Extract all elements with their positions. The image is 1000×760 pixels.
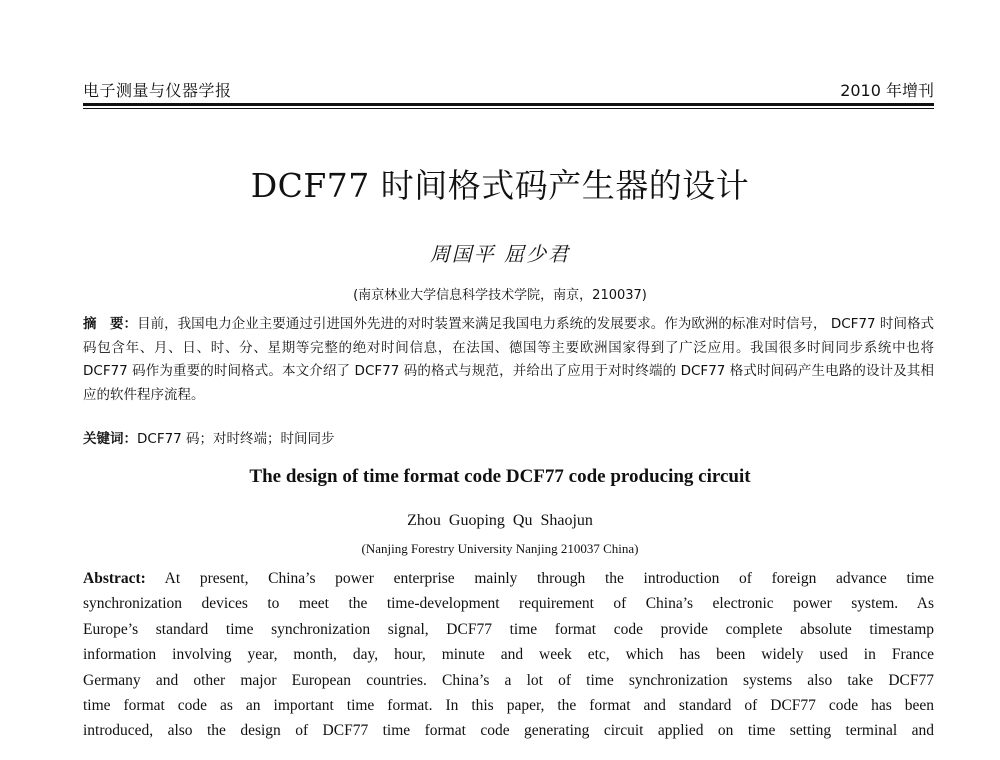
journal-name: 电子测量与仪器学报 bbox=[83, 81, 232, 100]
abstract-english-line: synchronization devices to meet the time-development requirement of China’s electronic power system. As bbox=[83, 595, 934, 613]
affiliation-english: (Nanjing Forestry University Nanjing 210037 China) bbox=[361, 541, 639, 556]
abstract-chinese-label: 摘 要： bbox=[83, 316, 138, 332]
abstract-english-line: information involving year, month, day, hour, minute and week etc, which has been widely used in France bbox=[83, 646, 934, 664]
keywords-chinese-text: DCF77 码；对时终端；时间同步 bbox=[137, 431, 335, 447]
affiliation-chinese: (南京林业大学信息科学技术学院，南京，210037) bbox=[353, 288, 647, 303]
issue-label: 2010 年增刊 bbox=[840, 81, 934, 100]
header-rule-thick bbox=[83, 103, 934, 106]
title-english: The design of time format code DCF77 code producing circuit bbox=[249, 466, 751, 487]
abstract-english-line: Germany and other major European countries. China’s a lot of time synchronization systems also take DCF77 bbox=[83, 671, 934, 689]
abstract-english-line: Europe’s standard time synchronization signal, DCF77 time format code provide complete absolute timestamp bbox=[83, 620, 934, 638]
title-chinese: DCF77 时间格式码产生器的设计 bbox=[250, 166, 750, 205]
abstract-chinese-text: 目前，我国电力企业主要通过引进国外先进的对时装置来满足我国电力系统的发展要求。作为欧洲的标准对时信号， DCF77 时间格式码包含年、月、日、时、分、星期等完整的绝对时间信息，在法国、德国等主要欧洲国家得到了广泛应用。我国很多时间同步系统中也将 DCF77 码作为重要的时间格式。本文介绍了 DCF77 码的格式与规范，并给出了应用于对时终端的 DCF77 格式时间码产生电路的设计及其相应的软件程序流程。 bbox=[83, 316, 934, 403]
abstract-chinese bbox=[83, 313, 934, 407]
abstract-english-line: time format code as an important time format. In this paper, the format and standard of DCF77 code has been bbox=[83, 696, 934, 714]
keywords-chinese bbox=[83, 427, 335, 447]
authors-chinese: 周国平 屈少君 bbox=[429, 242, 571, 266]
abstract-english bbox=[83, 566, 934, 744]
abstract-english-line: introduced, also the design of DCF77 time format code generating circuit applied on time setting terminal and bbox=[83, 722, 934, 740]
header-rule-thin bbox=[83, 108, 934, 109]
running-header bbox=[83, 78, 934, 102]
keywords-chinese-label: 关键词： bbox=[83, 431, 137, 447]
abstract-english-label: Abstract: bbox=[83, 570, 146, 587]
authors-english: Zhou Guoping Qu Shaojun bbox=[407, 512, 593, 529]
abstract-english-line: Abstract: At present, China’s power enterprise mainly through the introduction of foreign advance time bbox=[83, 570, 934, 587]
